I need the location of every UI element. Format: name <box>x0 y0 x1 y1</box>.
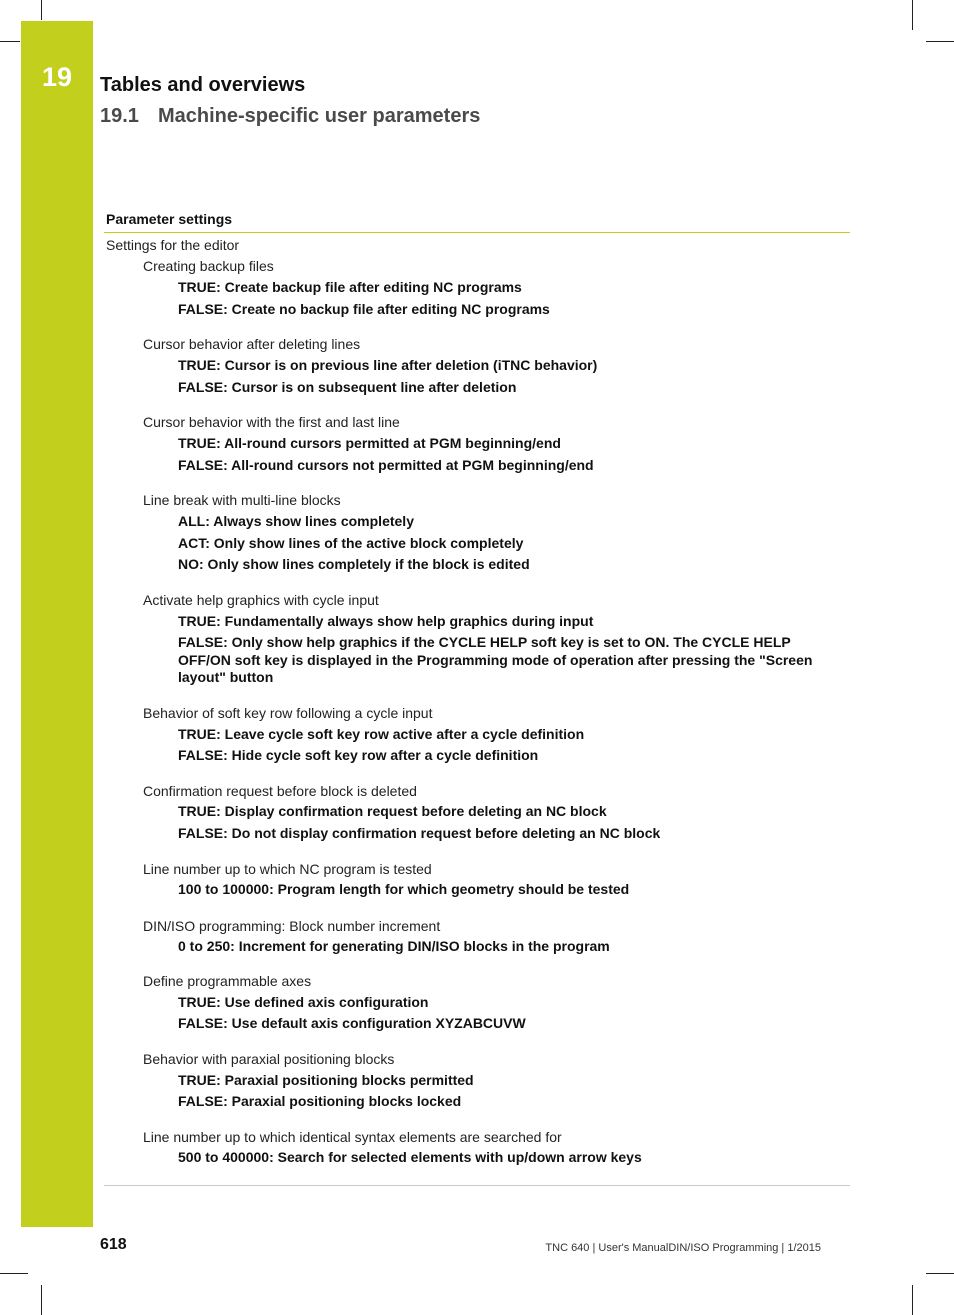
parameter-option: FALSE: Create no backup file after editing NC programs <box>178 301 550 317</box>
parameter-option: TRUE: All-round cursors permitted at PGM beginning/end <box>178 435 561 451</box>
parameter-label: Line break with multi-line blocks <box>143 492 341 508</box>
parameter-option: TRUE: Fundamentally always show help graphics during input <box>178 613 594 629</box>
parameter-option: 0 to 250: Increment for generating DIN/ISO blocks in the program <box>178 938 610 954</box>
parameter-option: TRUE: Display confirmation request before deleting an NC block <box>178 803 607 819</box>
parameter-label: Creating backup files <box>143 258 274 274</box>
parameter-option: TRUE: Paraxial positioning blocks permitted <box>178 1072 474 1088</box>
chapter-number: 19 <box>41 62 73 92</box>
chapter-title: Tables and overviews <box>100 74 306 96</box>
group-label: Settings for the editor <box>106 237 240 253</box>
parameter-option: FALSE: Only show help graphics if the CYCLE HELP soft key is set to ON. The CYCLE HELP OFF/ON soft key is displayed in the Programming mode of operation after pressing the "Screen layout" button <box>178 634 813 685</box>
parameter-label: Behavior with paraxial positioning blocks <box>143 1051 395 1067</box>
parameter-option: ALL: Always show lines completely <box>178 513 414 529</box>
parameter-label: Confirmation request before block is deleted <box>143 783 417 799</box>
footer-text: TNC 640 | User's ManualDIN/ISO Programming | 1/2015 <box>545 1242 821 1254</box>
parameter-option: TRUE: Create backup file after editing NC programs <box>178 279 522 295</box>
parameter-label: DIN/ISO programming: Block number increment <box>143 918 441 934</box>
parameter-option: TRUE: Use defined axis configuration <box>178 994 429 1010</box>
parameter-label: Cursor behavior after deleting lines <box>143 336 361 352</box>
section-number: 19.1 <box>100 105 139 127</box>
parameter-option: FALSE: Use default axis configuration XYZABCUVW <box>178 1015 526 1031</box>
parameter-option: TRUE: Leave cycle soft key row active after a cycle definition <box>178 726 585 742</box>
parameter-option: 500 to 400000: Search for selected elements with up/down arrow keys <box>178 1149 642 1165</box>
parameter-option: TRUE: Cursor is on previous line after deletion (iTNC behavior) <box>178 357 598 373</box>
page-number: 618 <box>100 1236 127 1253</box>
section-title: Machine-specific user parameters <box>158 105 481 127</box>
parameter-option: NO: Only show lines completely if the block is edited <box>178 556 530 572</box>
parameter-label: Define programmable axes <box>143 973 312 989</box>
parameter-option: FALSE: All-round cursors not permitted at PGM beginning/end <box>178 457 594 473</box>
parameter-option: FALSE: Hide cycle soft key row after a cycle definition <box>178 747 539 763</box>
table-bottom-rule <box>104 1185 850 1186</box>
parameter-label: Behavior of soft key row following a cycle input <box>143 705 433 721</box>
parameter-option: FALSE: Paraxial positioning blocks locked <box>178 1093 462 1109</box>
parameter-option: ACT: Only show lines of the active block completely <box>178 535 524 551</box>
parameter-label: Cursor behavior with the first and last line <box>143 414 400 430</box>
parameter-option: FALSE: Do not display confirmation request before deleting an NC block <box>178 825 661 841</box>
parameter-label: Line number up to which identical syntax elements are searched for <box>143 1129 562 1145</box>
parameter-option: FALSE: Cursor is on subsequent line after deletion <box>178 379 517 395</box>
table-header: Parameter settings <box>106 211 233 227</box>
parameter-label: Line number up to which NC program is tested <box>143 861 432 877</box>
parameter-option: 100 to 100000: Program length for which geometry should be tested <box>178 881 630 897</box>
parameter-label: Activate help graphics with cycle input <box>143 592 379 608</box>
